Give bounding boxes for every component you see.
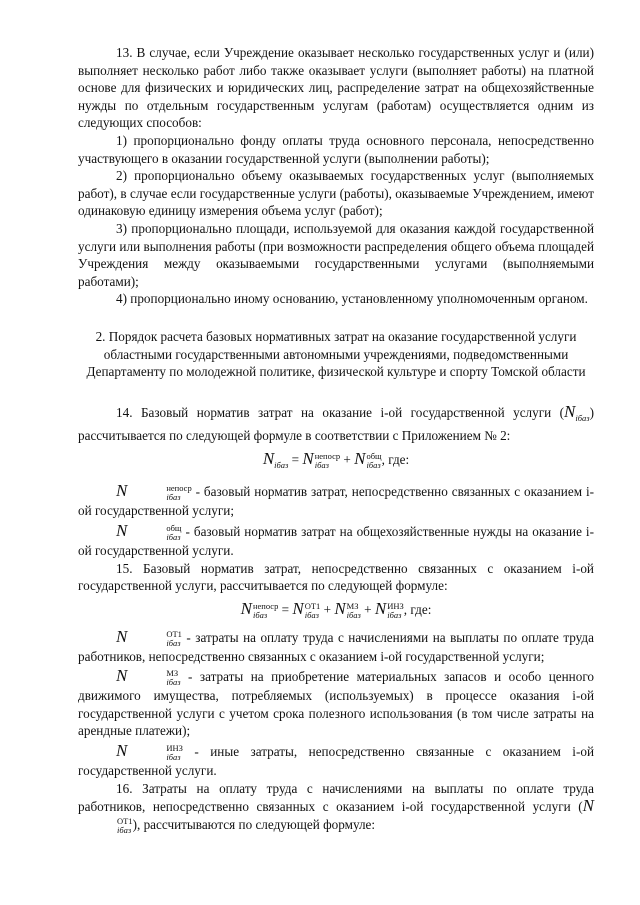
plus-sign: +: [364, 601, 372, 617]
symbol-n: N: [116, 666, 128, 686]
symbol-supsub: ИНЗ iбаз: [166, 743, 183, 763]
paragraph-16: [78, 780, 594, 835]
definition-text: - иные затраты, непосредственно связанные с оказанием i-ой государственной услуги.: [78, 744, 594, 779]
document-page: [78, 44, 594, 835]
list-item: 3) пропорционально площади, используемой для оказания каждой государственной услуги или выполнения работы (при возможности распределения общего объема площадей Учреждения между оказываемыми государственными услугами (выполняемыми работами);: [78, 220, 594, 289]
symbol-supsub: непоср iбаз: [252, 600, 279, 620]
paragraph-16-text-a: 16. Затраты на оплату труда с начислениями на выплаты по оплате труда работников, непосредственно связанных с оказанием i-ой государственной услуги (: [78, 780, 594, 815]
equals-sign: =: [281, 601, 290, 617]
definition-text: - затраты на приобретение материальных запасов и особо ценного движимого имущества, потребляемых (используемых) в процессе оказания i-ой государственной услуги с учетом срока полезного использования (в том числе затраты на арендные платежи);: [78, 669, 595, 739]
symbol-n: N: [116, 741, 128, 761]
definition-row: [78, 667, 594, 740]
symbol-supsub: МЗ iбаз: [166, 668, 181, 688]
definition-row: [78, 628, 594, 666]
definition-row: [78, 522, 594, 560]
definition-text: - затраты на оплату труда с начислениями на выплаты по оплате труда работников, непосредственно связанных с оказанием i-ой государственной услуги;: [78, 629, 594, 664]
formula-14: [78, 450, 594, 475]
symbol-supsub: ИНЗ iбаз: [387, 600, 404, 620]
symbol-n: N: [374, 598, 387, 618]
symbol-n: N: [240, 598, 252, 618]
symbol-n: N: [582, 796, 594, 816]
list-item: 1) пропорционально фонду оплаты труда основного персонала, непосредственно участвующего в оказании государственной услуги (выполнении работы);: [78, 132, 594, 166]
paragraph-14-text-b: ) рассчитывается по следующей формуле в соответствии с Приложением № 2:: [78, 404, 594, 444]
symbol-n: N: [334, 598, 346, 618]
symbol-supsub: ОТ1 iбаз: [166, 628, 182, 648]
symbol-supsub: общ iбаз: [166, 523, 182, 542]
symbol-n: N: [354, 448, 366, 468]
symbol-supsub: непоср iбаз: [166, 483, 192, 503]
definition-row: [78, 742, 594, 780]
list-item: 2) пропорционально объему оказываемых государственных услуг (выполняемых работ), в случае если государственные услуги (работы), оказываемые Учреждением, имеют одинаковую единицу измерения объема услуг (работ);: [78, 168, 594, 219]
where-label: , где:: [381, 451, 410, 467]
paragraph-16-text-b: ), рассчитываются по следующей формуле:: [132, 816, 376, 832]
paragraph-13: 13. В случае, если Учреждение оказывает несколько государственных услуг и (или) выполняет несколько работ либо также оказывает услуги (выполняет работы) на платной основе для физических и юридических лиц, распределение затрат на общехозяйственные нужды по отдельным государственным услугам (работам) осуществляется одним из следующих способов:: [78, 45, 594, 131]
symbol-n: N: [302, 448, 314, 468]
definition-row: [78, 482, 594, 520]
symbol-supsub: МЗ iбаз: [346, 600, 361, 620]
section-2-heading: 2. Порядок расчета базовых нормативных затрат на оказание государственной услуги областными государственными автономными учреждениями, подведомственными Департаменту по молодежной политике, физической культуре и спорту Томской области: [86, 328, 586, 380]
symbol-supsub: ОТ1 iбаз: [304, 600, 321, 620]
symbol-supsub: ОТ1 iбаз: [117, 815, 133, 835]
symbol-supsub: непоср iбаз: [314, 450, 341, 470]
plus-sign: +: [323, 601, 332, 617]
symbol-n: N: [292, 598, 304, 618]
symbol-n: N: [116, 481, 128, 501]
symbol-n: N: [116, 626, 128, 646]
definition-text: - базовый норматив затрат, непосредственно связанных с оказанием i-ой государственной услуги;: [78, 484, 594, 519]
paragraph-14: [78, 403, 594, 445]
symbol-sub: iбаз: [274, 459, 289, 470]
definition-text: - базовый норматив затрат на общехозяйственные нужды на оказание i-ой государственной услуги.: [78, 524, 594, 558]
symbol-n: N: [116, 521, 128, 541]
formula-15: [78, 600, 594, 620]
equals-sign: =: [291, 451, 300, 467]
paragraph-14-text-a: 14. Базовый норматив затрат на оказание i-ой государственной услуги (: [116, 404, 565, 420]
list-item: 4) пропорционально иному основанию, установленному уполномоченным органом.: [116, 291, 588, 307]
paragraph-15: 15. Базовый норматив затрат, непосредственно связанных с оказанием i-ой государственной услуги, рассчитывается по следующей формуле:: [78, 560, 594, 594]
plus-sign: +: [343, 451, 351, 467]
symbol-n: N: [564, 401, 576, 421]
symbol-supsub: общ iбаз: [366, 450, 382, 470]
symbol-sub: iбаз: [575, 412, 590, 423]
symbol-n: N: [262, 448, 275, 468]
where-label: , где:: [403, 601, 432, 617]
